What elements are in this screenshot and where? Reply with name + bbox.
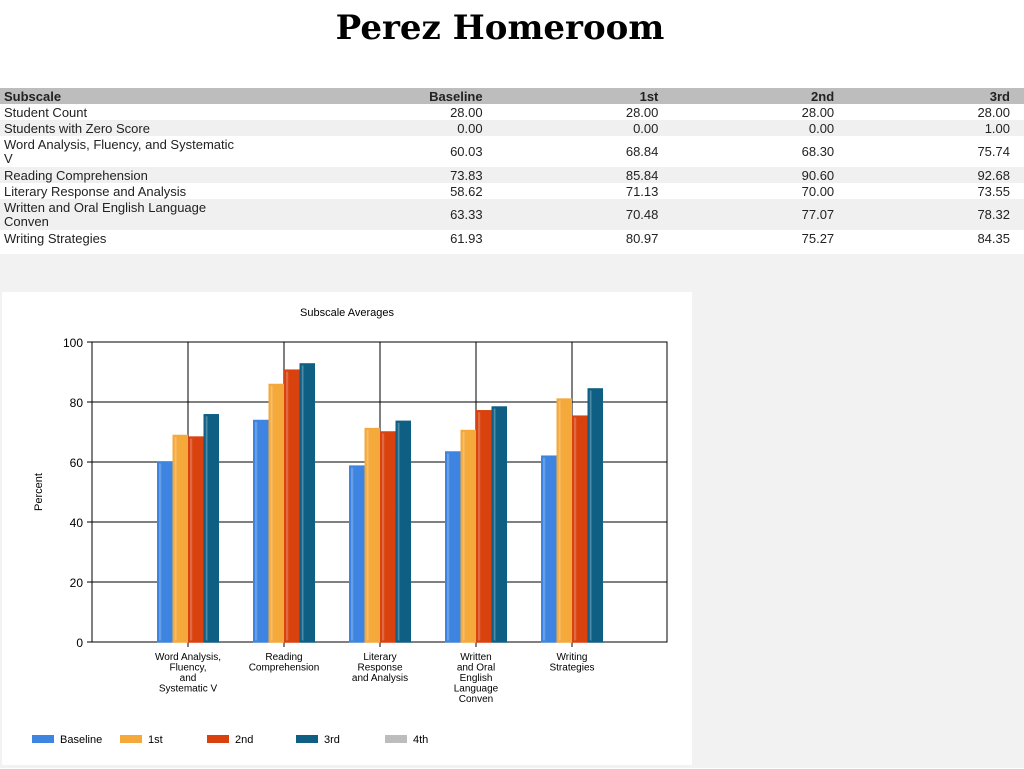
bar-highlight bbox=[590, 390, 597, 640]
row-label: Literary Response and Analysis bbox=[0, 183, 248, 199]
cell-value: 78.32 bbox=[848, 199, 1024, 230]
y-axis-label: Percent bbox=[33, 473, 45, 511]
subscale-table bbox=[0, 88, 1024, 246]
cell-value: 70.00 bbox=[672, 183, 848, 199]
bar-highlight bbox=[271, 386, 278, 641]
cell-value: 71.13 bbox=[497, 183, 673, 199]
y-tick-label: 60 bbox=[69, 456, 83, 470]
row-label: Students with Zero Score bbox=[0, 120, 248, 136]
table-row bbox=[0, 199, 1024, 230]
y-tick-label: 40 bbox=[69, 516, 83, 530]
bar-highlight bbox=[367, 430, 374, 640]
x-tick-label: and bbox=[179, 673, 197, 684]
bar-highlight bbox=[382, 434, 389, 641]
header-1st: 1st bbox=[497, 88, 673, 104]
cell-value: 68.30 bbox=[672, 136, 848, 167]
x-tick-label: Language bbox=[453, 683, 499, 695]
cell-value: 73.83 bbox=[248, 167, 497, 183]
legend-label: 3rd bbox=[324, 734, 340, 746]
cell-value: 75.27 bbox=[672, 230, 848, 246]
bar-highlight bbox=[463, 432, 470, 640]
legend-swatch bbox=[385, 735, 407, 743]
cell-value: 85.84 bbox=[497, 167, 673, 183]
table-row bbox=[0, 136, 1024, 167]
header-3rd: 3rd bbox=[848, 88, 1024, 104]
cell-value: 1.00 bbox=[848, 120, 1024, 136]
table-row bbox=[0, 230, 1024, 246]
cell-value: 90.60 bbox=[672, 167, 848, 183]
header-subscale: Subscale bbox=[0, 88, 248, 104]
cell-value: 92.68 bbox=[848, 167, 1024, 183]
subscale-averages-chart bbox=[2, 292, 692, 765]
legend-label: Baseline bbox=[60, 734, 103, 746]
legend-label: 2nd bbox=[235, 734, 254, 746]
subscale-table-container bbox=[0, 88, 1024, 254]
bar-highlight bbox=[206, 416, 213, 640]
bar-highlight bbox=[351, 468, 358, 641]
y-tick-label: 80 bbox=[69, 396, 83, 410]
header-2nd: 2nd bbox=[672, 88, 848, 104]
bar-highlight bbox=[255, 422, 262, 640]
bar-highlight bbox=[159, 463, 166, 640]
x-tick-label: English bbox=[459, 673, 493, 684]
chart-panel bbox=[2, 292, 692, 765]
x-tick-label: Word Analysis, bbox=[155, 652, 221, 663]
bar-highlight bbox=[286, 372, 293, 641]
x-tick-label: Strategies bbox=[549, 662, 595, 674]
y-tick-label: 100 bbox=[62, 336, 83, 350]
x-tick-label: Literary bbox=[363, 652, 397, 663]
bar-highlight bbox=[574, 418, 581, 641]
cell-value: 68.84 bbox=[497, 136, 673, 167]
y-tick-label: 0 bbox=[76, 636, 83, 650]
x-tick-label: Fluency, bbox=[169, 662, 207, 674]
x-tick-label: Conven bbox=[458, 694, 494, 705]
x-tick-label: and Oral bbox=[456, 662, 496, 674]
x-tick-label: and Analysis bbox=[351, 673, 409, 684]
legend-swatch bbox=[32, 735, 54, 743]
row-label: Word Analysis, Fluency, and Systematic V bbox=[0, 136, 248, 167]
row-label: Student Count bbox=[0, 104, 248, 120]
cell-value: 28.00 bbox=[497, 104, 673, 120]
cell-value: 28.00 bbox=[848, 104, 1024, 120]
legend-swatch bbox=[296, 735, 318, 743]
legend-label: 4th bbox=[413, 734, 429, 746]
table-row bbox=[0, 167, 1024, 183]
bar-highlight bbox=[398, 423, 405, 641]
cell-value: 80.97 bbox=[497, 230, 673, 246]
y-tick-label: 20 bbox=[69, 576, 83, 590]
cell-value: 0.00 bbox=[248, 120, 497, 136]
page-title: Perez Homeroom bbox=[335, 8, 665, 48]
cell-value: 58.62 bbox=[248, 183, 497, 199]
legend-swatch bbox=[120, 735, 142, 743]
bar-highlight bbox=[494, 409, 501, 641]
cell-value: 73.55 bbox=[848, 183, 1024, 199]
bar-highlight bbox=[447, 454, 454, 641]
bar-highlight bbox=[478, 412, 485, 640]
table-header-row bbox=[0, 88, 1024, 104]
legend-label: 1st bbox=[148, 734, 163, 746]
row-label: Writing Strategies bbox=[0, 230, 248, 246]
cell-value: 84.35 bbox=[848, 230, 1024, 246]
bar-highlight bbox=[175, 437, 182, 641]
cell-value: 75.74 bbox=[848, 136, 1024, 167]
x-tick-label: Written bbox=[460, 652, 492, 663]
cell-value: 63.33 bbox=[248, 199, 497, 230]
bar-highlight bbox=[190, 439, 197, 641]
cell-value: 28.00 bbox=[248, 104, 497, 120]
cell-value: 77.07 bbox=[672, 199, 848, 230]
cell-value: 0.00 bbox=[672, 120, 848, 136]
row-label: Written and Oral English Language Conven bbox=[0, 199, 248, 230]
bar-highlight bbox=[559, 401, 566, 641]
bar-highlight bbox=[302, 365, 309, 640]
chart-title: Subscale Averages bbox=[300, 307, 394, 319]
x-tick-label: Comprehension bbox=[248, 662, 320, 674]
table-row bbox=[0, 183, 1024, 199]
table-row bbox=[0, 104, 1024, 120]
cell-value: 61.93 bbox=[248, 230, 497, 246]
cell-value: 70.48 bbox=[497, 199, 673, 230]
cell-value: 0.00 bbox=[497, 120, 673, 136]
x-tick-label: Response bbox=[357, 662, 403, 674]
x-tick-label: Systematic V bbox=[158, 683, 218, 695]
bar-highlight bbox=[543, 458, 550, 641]
header-baseline: Baseline bbox=[248, 88, 497, 104]
cell-value: 28.00 bbox=[672, 104, 848, 120]
x-tick-label: Writing bbox=[556, 652, 588, 663]
cell-value: 60.03 bbox=[248, 136, 497, 167]
table-row bbox=[0, 120, 1024, 136]
x-tick-label: Reading bbox=[265, 652, 303, 663]
legend-swatch bbox=[207, 735, 229, 743]
row-label: Reading Comprehension bbox=[0, 167, 248, 183]
